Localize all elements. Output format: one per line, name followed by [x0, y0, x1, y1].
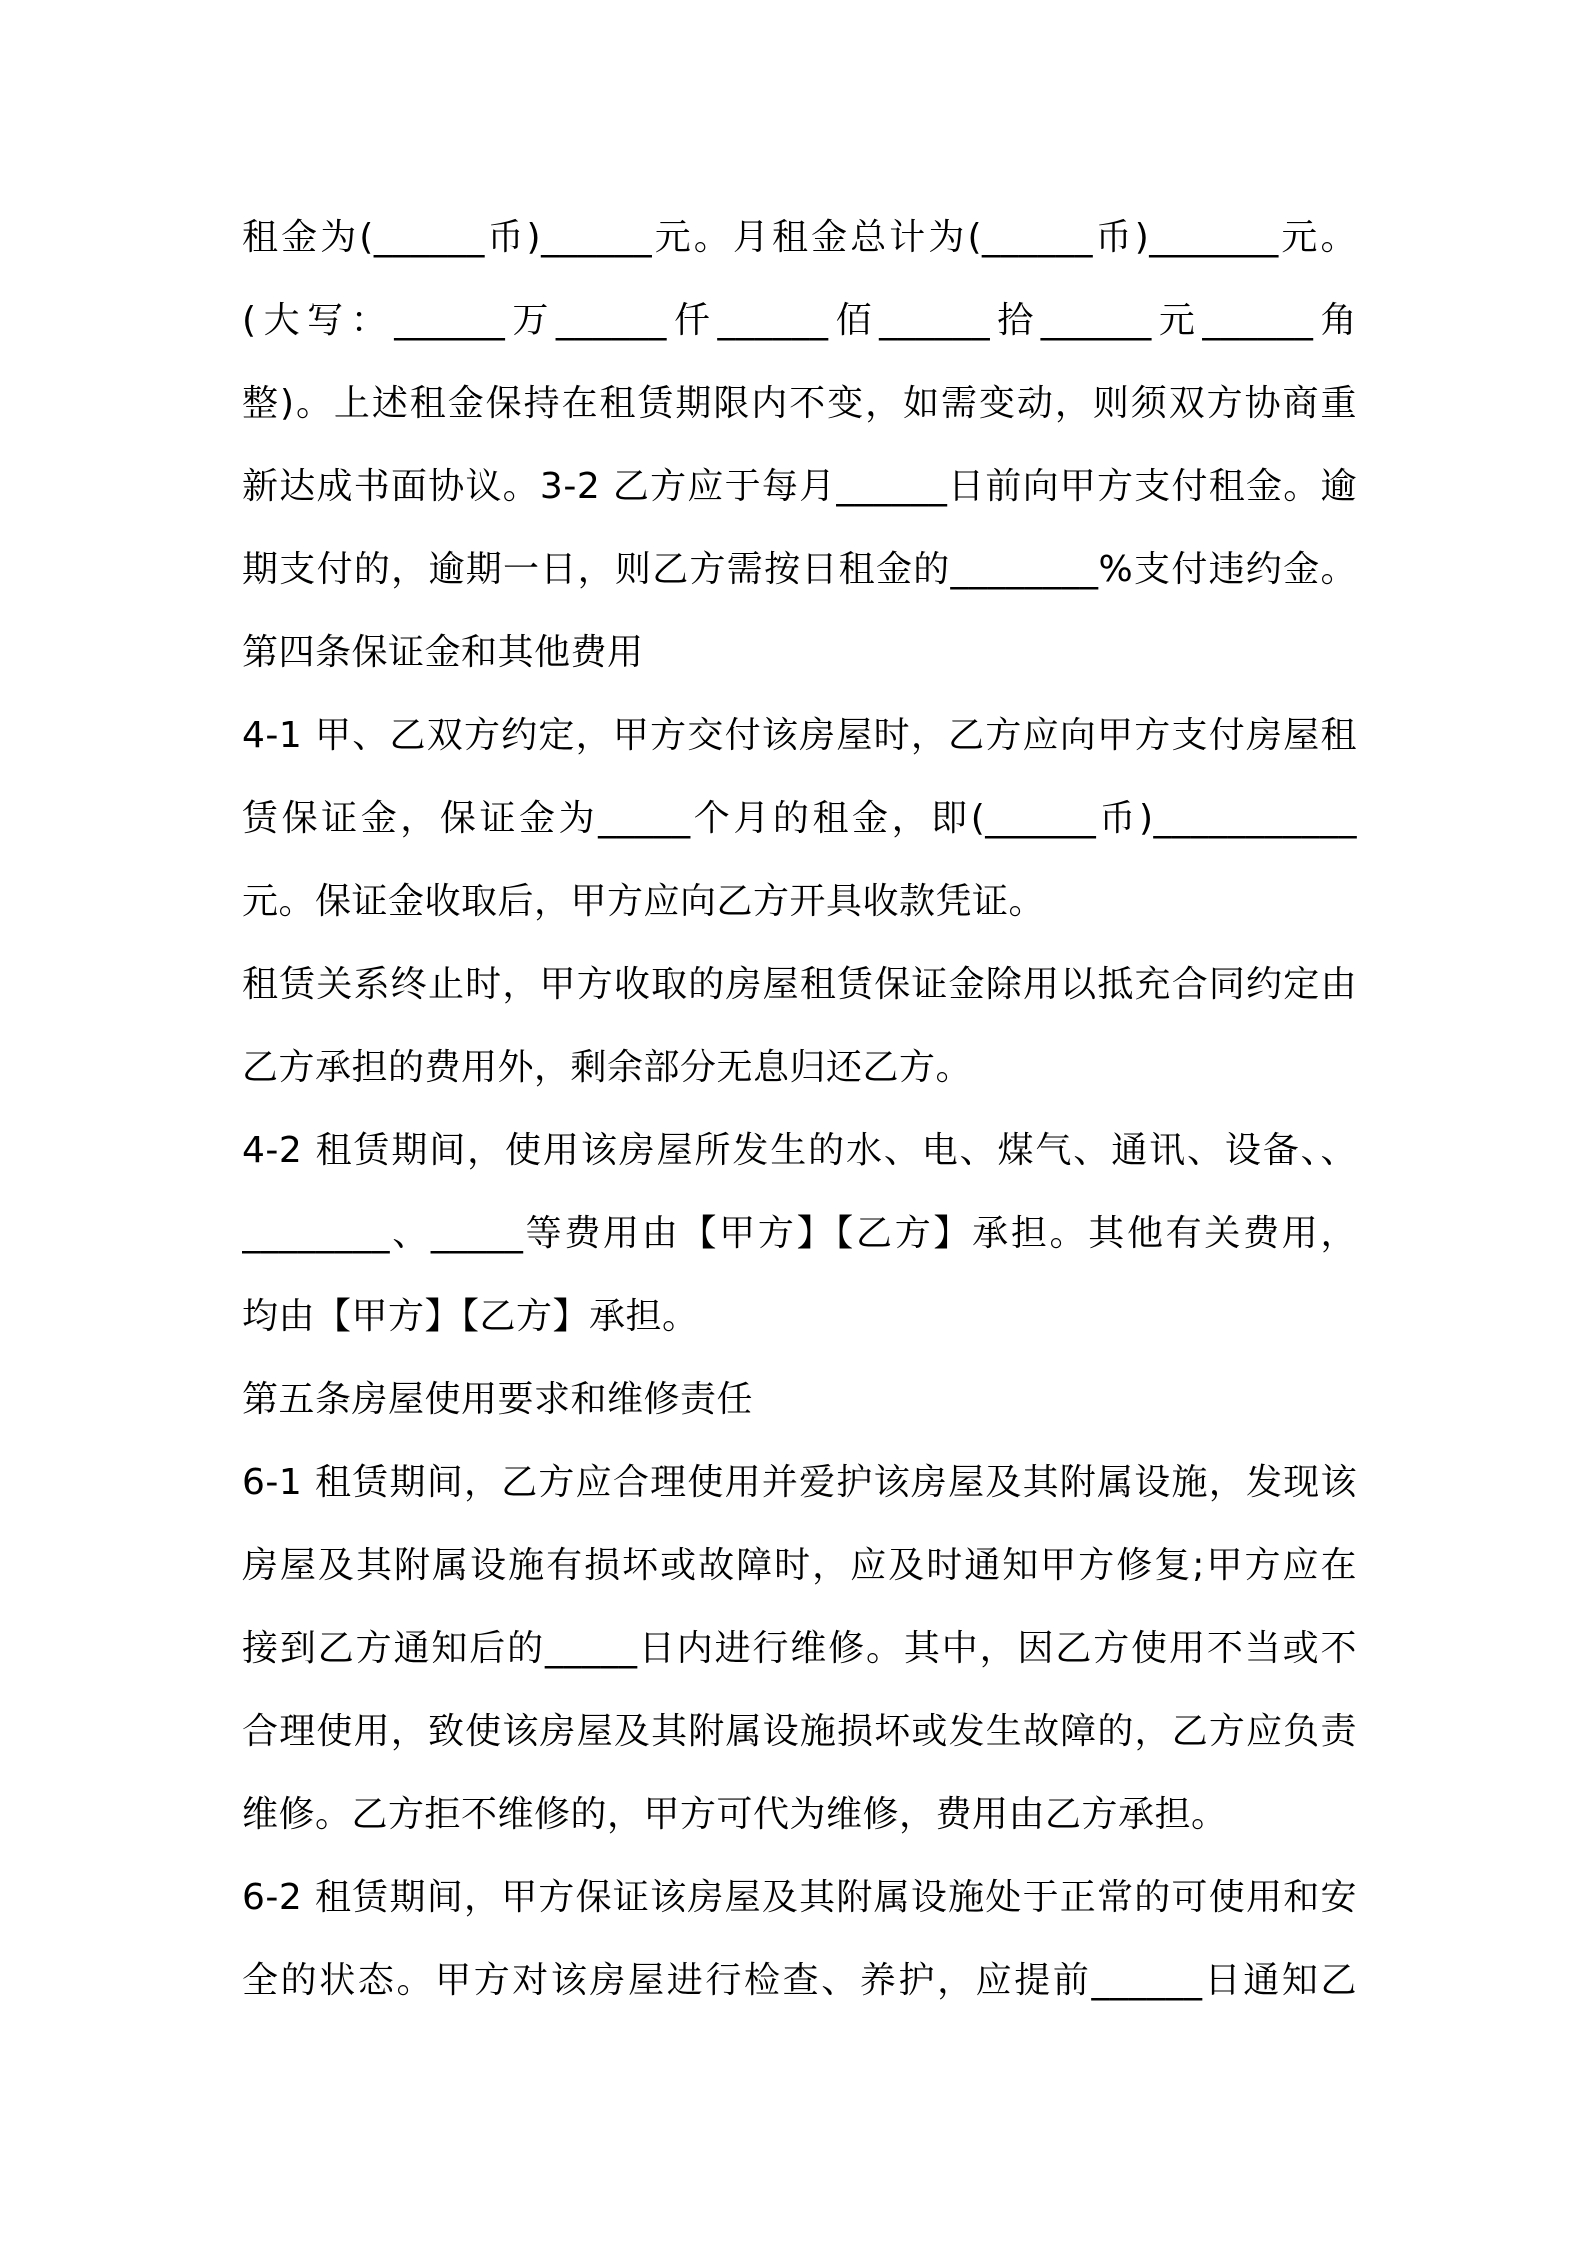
- section-heading-5: 第五条房屋使用要求和维修责任: [242, 1379, 754, 1420]
- text-line-9: 元。保证金收取后，甲方应向乙方开具收款凭证。: [242, 881, 1046, 922]
- text-line-8: 赁保证金，保证金为_____个月的租金，即(______币)___________: [242, 798, 1357, 839]
- text-line-16: 6-1 租赁期间，乙方应合理使用并爱护该房屋及其附属设施，发现该: [242, 1462, 1357, 1503]
- text-line-4: 新达成书面协议。3-2 乙方应于每月______日前向甲方支付租金。逾: [242, 466, 1357, 507]
- text-line-14: 均由【甲方】【乙方】承担。: [242, 1296, 699, 1337]
- text-line-7: 4-1 甲、乙双方约定，甲方交付该房屋时，乙方应向甲方支付房屋租: [242, 715, 1357, 756]
- text-line-19: 合理使用，致使该房屋及其附属设施损坏或发生故障的，乙方应负责: [242, 1711, 1357, 1752]
- text-line-1: 租金为(______币)______元。月租金总计为(______币)_______元。: [242, 217, 1357, 258]
- text-line-21: 6-2 租赁期间，甲方保证该房屋及其附属设施处于正常的可使用和安: [242, 1877, 1357, 1918]
- section-heading-4: 第四条保证金和其他费用: [242, 632, 644, 673]
- text-line-10: 租赁关系终止时，甲方收取的房屋租赁保证金除用以抵充合同约定由: [242, 964, 1357, 1005]
- text-line-5: 期支付的，逾期一日，则乙方需按日租金的________%支付违约金。: [242, 549, 1357, 590]
- text-line-18: 接到乙方通知后的_____日内进行维修。其中，因乙方使用不当或不: [242, 1628, 1357, 1669]
- text-line-11: 乙方承担的费用外，剩余部分无息归还乙方。: [242, 1047, 973, 1088]
- text-line-12: 4-2 租赁期间，使用该房屋所发生的水、电、煤气、通讯、设备、、: [242, 1130, 1357, 1171]
- text-line-22: 全的状态。甲方对该房屋进行检查、养护，应提前______日通知乙: [242, 1960, 1357, 2001]
- text-line-20: 维修。乙方拒不维修的，甲方可代为维修，费用由乙方承担。: [242, 1794, 1228, 1835]
- text-line-17: 房屋及其附属设施有损坏或故障时，应及时通知甲方修复;甲方应在: [242, 1545, 1357, 1586]
- contract-body: [242, 196, 1357, 2022]
- text-line-2: (大写：______万______仟______佰______拾______元______角: [242, 300, 1357, 341]
- text-line-3: 整)。上述租金保持在租赁期限内不变，如需变动，则须双方协商重: [242, 383, 1357, 424]
- text-line-13: ________、_____等费用由【甲方】【乙方】承担。其他有关费用，: [242, 1213, 1357, 1254]
